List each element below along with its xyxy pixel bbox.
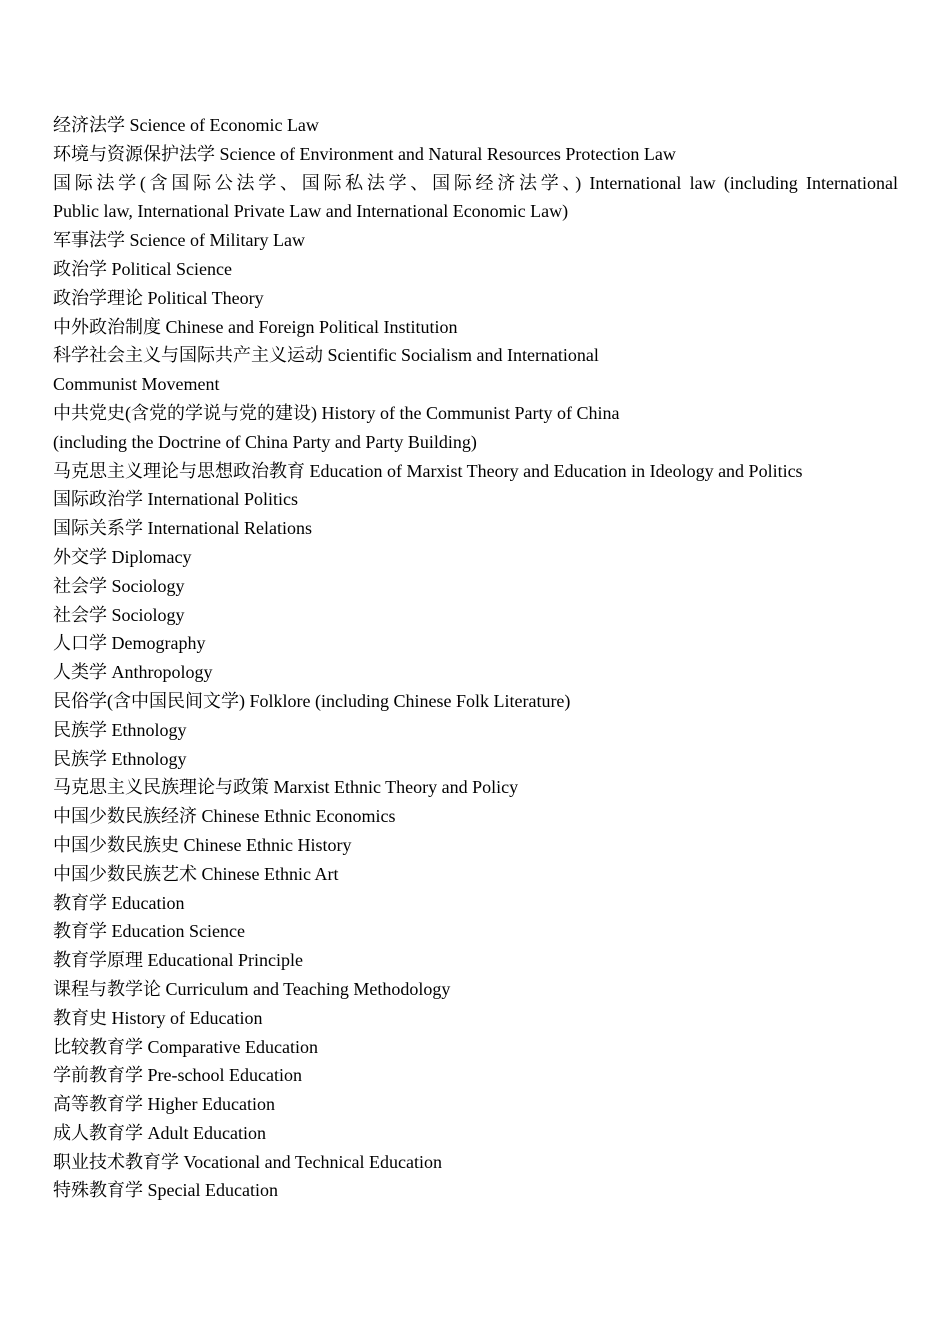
text-line: 高等教育学 Higher Education bbox=[53, 1094, 275, 1115]
text-line: 特殊教育学 Special Education bbox=[53, 1180, 278, 1201]
text-line: 中外政治制度 Chinese and Foreign Political Institution bbox=[53, 316, 458, 337]
text-line: Public law, International Private Law and International Economic Law) bbox=[53, 201, 569, 222]
text-line: 中国少数民族艺术 Chinese Ethnic Art bbox=[53, 863, 339, 884]
text-line: 军事法学 Science of Military Law bbox=[53, 230, 305, 251]
text-line: 教育学 Education Science bbox=[53, 921, 245, 942]
text-line: 经济法学 Science of Economic Law bbox=[53, 115, 319, 135]
text-line: 人口学 Demography bbox=[53, 633, 206, 654]
text-line: 国际法学(含国际公法学、国际私法学、国际经济法学、) International law (including International bbox=[53, 172, 898, 193]
text-line: 人类学 Anthropology bbox=[53, 662, 213, 683]
text-line: 中国少数民族经济 Chinese Ethnic Economics bbox=[53, 806, 396, 827]
text-line: 马克思主义理论与思想政治教育 Education of Marxist Theory and Education in Ideology and Politics bbox=[53, 460, 803, 481]
text-line: 课程与教学论 Curriculum and Teaching Methodology bbox=[53, 978, 451, 999]
text-line: 国际关系学 International Relations bbox=[53, 518, 312, 539]
text-line: 成人教育学 Adult Education bbox=[53, 1122, 266, 1143]
text-line: 比较教育学 Comparative Education bbox=[53, 1036, 318, 1057]
text-line: 国际政治学 International Politics bbox=[53, 489, 298, 510]
text-line: 教育史 History of Education bbox=[53, 1007, 263, 1028]
text-line: 职业技术教育学 Vocational and Technical Education bbox=[53, 1151, 442, 1172]
document-body bbox=[53, 111, 903, 1205]
text-line: 政治学理论 Political Theory bbox=[53, 287, 264, 308]
text-line: 教育学 Education bbox=[53, 892, 185, 913]
text-line: 中国少数民族史 Chinese Ethnic History bbox=[53, 834, 352, 855]
text-line: (including the Doctrine of China Party and Party Building) bbox=[53, 431, 477, 452]
text-line: 中共党史(含党的学说与党的建设) History of the Communist Party of China bbox=[53, 402, 620, 423]
text-line: 学前教育学 Pre-school Education bbox=[53, 1065, 302, 1086]
text-line: 民族学 Ethnology bbox=[53, 719, 187, 740]
text-line: 政治学 Political Science bbox=[53, 258, 232, 279]
text-line: 民族学 Ethnology bbox=[53, 748, 187, 769]
text-line: 环境与资源保护法学 Science of Environment and Natural Resources Protection Law bbox=[53, 143, 676, 164]
text-line: 民俗学(含中国民间文学) Folklore (including Chinese Folk Literature) bbox=[53, 690, 571, 711]
text-line: 马克思主义民族理论与政策 Marxist Ethnic Theory and Policy bbox=[53, 777, 519, 798]
text-line: 科学社会主义与国际共产主义运动 Scientific Socialism and International bbox=[53, 345, 599, 366]
text-line: 社会学 Sociology bbox=[53, 575, 185, 596]
text-line: 教育学原理 Educational Principle bbox=[53, 950, 303, 971]
text-line: 社会学 Sociology bbox=[53, 604, 185, 625]
text-line: 外交学 Diplomacy bbox=[53, 546, 192, 567]
text-line: Communist Movement bbox=[53, 374, 220, 395]
